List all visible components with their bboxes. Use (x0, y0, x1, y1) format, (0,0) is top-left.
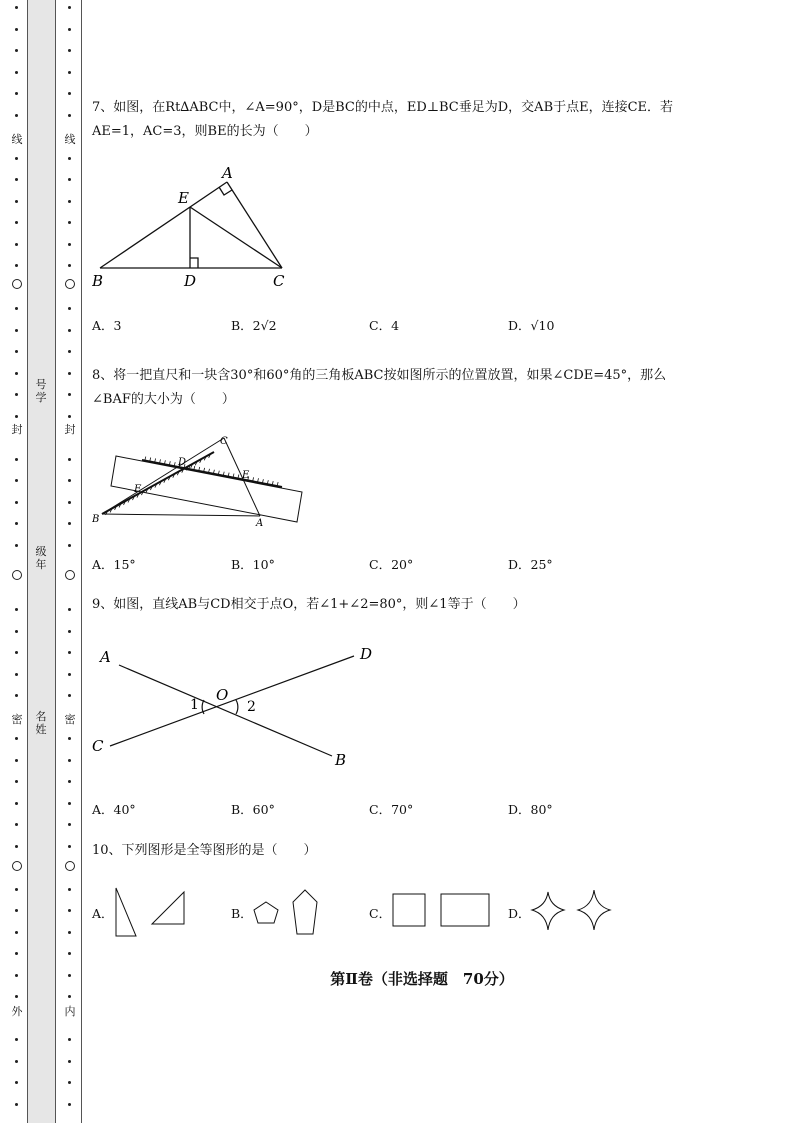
label-E: E (242, 470, 250, 481)
binding-dot (15, 522, 18, 525)
question-10 (92, 839, 752, 863)
binding-seal-char: 封 (11, 423, 23, 436)
binding-dot (68, 307, 71, 310)
binding-circle (12, 570, 22, 580)
option-d[interactable]: D．80° (508, 802, 553, 817)
question-number: 10、 (92, 843, 122, 858)
binding-dot (15, 393, 18, 396)
binding-dot (15, 544, 18, 547)
binding-dot (68, 802, 71, 805)
binding-dot (15, 651, 18, 654)
question-text-line1: 下列图形是全等图形的是（ ） (121, 843, 317, 858)
binding-dot (15, 49, 18, 52)
binding-seal-char: 内 (64, 1005, 76, 1018)
label-B: B (335, 751, 347, 769)
binding-seal-char: 密 (11, 713, 23, 726)
binding-dot (15, 974, 18, 977)
binding-dot (15, 6, 18, 9)
option-d[interactable]: D．25° (508, 557, 553, 572)
binding-dot (15, 780, 18, 783)
label-D: D (184, 272, 197, 290)
options-q8 (92, 555, 752, 577)
label-angle-1: 1 (190, 697, 199, 713)
binding-dot (15, 157, 18, 160)
option-c-label: C． (369, 906, 392, 921)
question-text-line2: ∠BAF的大小为（ ） (92, 392, 235, 407)
binding-dot (68, 931, 71, 934)
question-number: 9、 (92, 597, 114, 612)
binding-rule (81, 0, 82, 1123)
binding-dot (68, 630, 71, 633)
option-a[interactable]: A．3 (92, 318, 122, 333)
binding-dot (15, 1081, 18, 1084)
binding-dot (15, 909, 18, 912)
binding-dot (68, 372, 71, 375)
binding-dot (68, 243, 71, 246)
binding-dot (15, 350, 18, 353)
figure-q8-ruler-triangle (92, 430, 312, 530)
option-a[interactable]: A．15° (92, 557, 136, 572)
label-D: D (360, 645, 373, 663)
binding-dot (15, 823, 18, 826)
options-q7 (92, 316, 752, 338)
binding-dot (68, 28, 71, 31)
binding-dot (15, 888, 18, 891)
binding-dot (15, 28, 18, 31)
binding-dot (68, 1060, 71, 1063)
option-d-stars (528, 884, 628, 940)
binding-dot (68, 759, 71, 762)
option-b-pentagons (251, 884, 331, 940)
label-C: C (273, 272, 285, 290)
question-9 (92, 593, 752, 617)
binding-dot (68, 544, 71, 547)
binding-dot (68, 92, 71, 95)
label-E: E (178, 189, 189, 207)
binding-dot (15, 995, 18, 998)
question-text-line2: AE=1，AC=3，则BE的长为（ ） (92, 124, 318, 139)
question-8 (92, 364, 752, 412)
binding-dot (68, 6, 71, 9)
binding-circle (12, 861, 22, 871)
binding-dot (68, 952, 71, 955)
option-b[interactable]: B．60° (231, 802, 275, 817)
question-number: 8、 (92, 368, 114, 383)
label-class: 级年 (35, 545, 47, 571)
binding-dot (15, 458, 18, 461)
label-student-number: 号学 (35, 378, 47, 404)
binding-dot (68, 888, 71, 891)
binding-circle (12, 279, 22, 289)
option-b[interactable]: B．10° (231, 557, 275, 572)
binding-dot (15, 372, 18, 375)
binding-dot (68, 415, 71, 418)
binding-dot (68, 694, 71, 697)
question-number: 7、 (92, 100, 114, 115)
binding-dot (68, 178, 71, 181)
binding-dot (15, 802, 18, 805)
option-c[interactable]: C．70° (369, 802, 414, 817)
binding-dot (15, 415, 18, 418)
label-A: A (256, 518, 264, 529)
binding-seal-char: 封 (64, 423, 76, 436)
question-text-line1: 如图，直线AB与CD相交于点O，若∠1+∠2=80°，则∠1等于（ ） (113, 597, 526, 612)
option-c-rectangles (389, 884, 499, 940)
binding-dot (15, 694, 18, 697)
option-d[interactable]: D．√10 (508, 318, 555, 333)
binding-dot (15, 479, 18, 482)
binding-dot (15, 329, 18, 332)
binding-dot (68, 350, 71, 353)
label-A: A (222, 164, 233, 182)
binding-dot (68, 200, 71, 203)
binding-dot (68, 1081, 71, 1084)
option-a-triangles (112, 884, 192, 940)
binding-dot (15, 1038, 18, 1041)
binding-dot (15, 71, 18, 74)
section-title: 第Ⅱ卷（非选择题 70分） (330, 970, 514, 988)
binding-dot (68, 651, 71, 654)
options-q9 (92, 800, 752, 822)
binding-dot (68, 823, 71, 826)
figure-q7-triangle (92, 160, 302, 295)
binding-dot (68, 264, 71, 267)
binding-dot (68, 71, 71, 74)
option-b-label: B． (231, 906, 253, 921)
binding-dot (15, 931, 18, 934)
binding-dot (15, 243, 18, 246)
binding-dot (68, 479, 71, 482)
binding-dot (15, 1060, 18, 1063)
binding-circle (65, 570, 75, 580)
question-text-line1: 如图，在Rt∆ABC中，∠A=90°，D是BC的中点，ED⊥BC垂足为D，交AB于点E，连接CE．若 (113, 100, 674, 115)
label-C: C (220, 436, 228, 447)
binding-dot (68, 522, 71, 525)
binding-dot (15, 952, 18, 955)
option-c[interactable]: C．20° (369, 557, 414, 572)
outer-dot-column (10, 0, 24, 1123)
binding-margin (0, 0, 82, 1123)
binding-dot (68, 909, 71, 912)
binding-dot (15, 501, 18, 504)
question-text-line1: 将一把直尺和一块含30°和60°角的三角板ABC按如图所示的位置放置，如果∠CDE=45°，那么 (113, 368, 667, 383)
binding-dot (15, 221, 18, 224)
binding-dot (15, 178, 18, 181)
binding-dot (15, 114, 18, 117)
binding-dot (15, 845, 18, 848)
binding-dot (68, 501, 71, 504)
binding-dot (68, 673, 71, 676)
binding-dot (68, 114, 71, 117)
binding-dot (68, 157, 71, 160)
binding-dot (68, 1103, 71, 1106)
binding-dot (15, 673, 18, 676)
label-name: 名姓 (35, 710, 47, 736)
options-q10 (92, 884, 752, 940)
label-O: O (216, 686, 229, 704)
binding-dot (68, 221, 71, 224)
binding-seal-char: 外 (11, 1005, 23, 1018)
binding-dot (68, 458, 71, 461)
option-d-label: D． (508, 906, 531, 921)
binding-dot (68, 974, 71, 977)
option-c[interactable]: C．4 (369, 318, 400, 333)
inner-dot-column (63, 0, 77, 1123)
binding-dot (15, 200, 18, 203)
binding-circle (65, 279, 75, 289)
binding-dot (15, 307, 18, 310)
binding-dot (68, 1038, 71, 1041)
binding-dot (15, 264, 18, 267)
binding-seal-char: 密 (64, 713, 76, 726)
figure-q9-intersecting-lines (92, 638, 392, 778)
label-F: F (134, 484, 141, 495)
binding-dot (68, 49, 71, 52)
binding-dot (15, 737, 18, 740)
binding-dot (68, 845, 71, 848)
binding-dot (68, 995, 71, 998)
option-b[interactable]: B．2√2 (231, 318, 277, 333)
binding-seal-char: 线 (11, 133, 23, 146)
binding-dot (68, 737, 71, 740)
option-a[interactable]: A．40° (92, 802, 136, 817)
binding-dot (15, 92, 18, 95)
binding-circle (65, 861, 75, 871)
label-B: B (92, 514, 100, 525)
label-D: D (178, 457, 187, 468)
binding-dot (15, 630, 18, 633)
label-angle-2: 2 (247, 699, 256, 715)
binding-dot (68, 608, 71, 611)
label-A: A (100, 648, 111, 666)
binding-dot (68, 780, 71, 783)
label-B: B (92, 272, 104, 290)
binding-dot (68, 329, 71, 332)
binding-dot (68, 393, 71, 396)
binding-dot (15, 1103, 18, 1106)
label-C: C (92, 737, 104, 755)
binding-dot (15, 608, 18, 611)
option-a-label: A． (92, 906, 114, 921)
question-7 (92, 96, 752, 144)
binding-seal-char: 线 (64, 133, 76, 146)
binding-dot (15, 759, 18, 762)
